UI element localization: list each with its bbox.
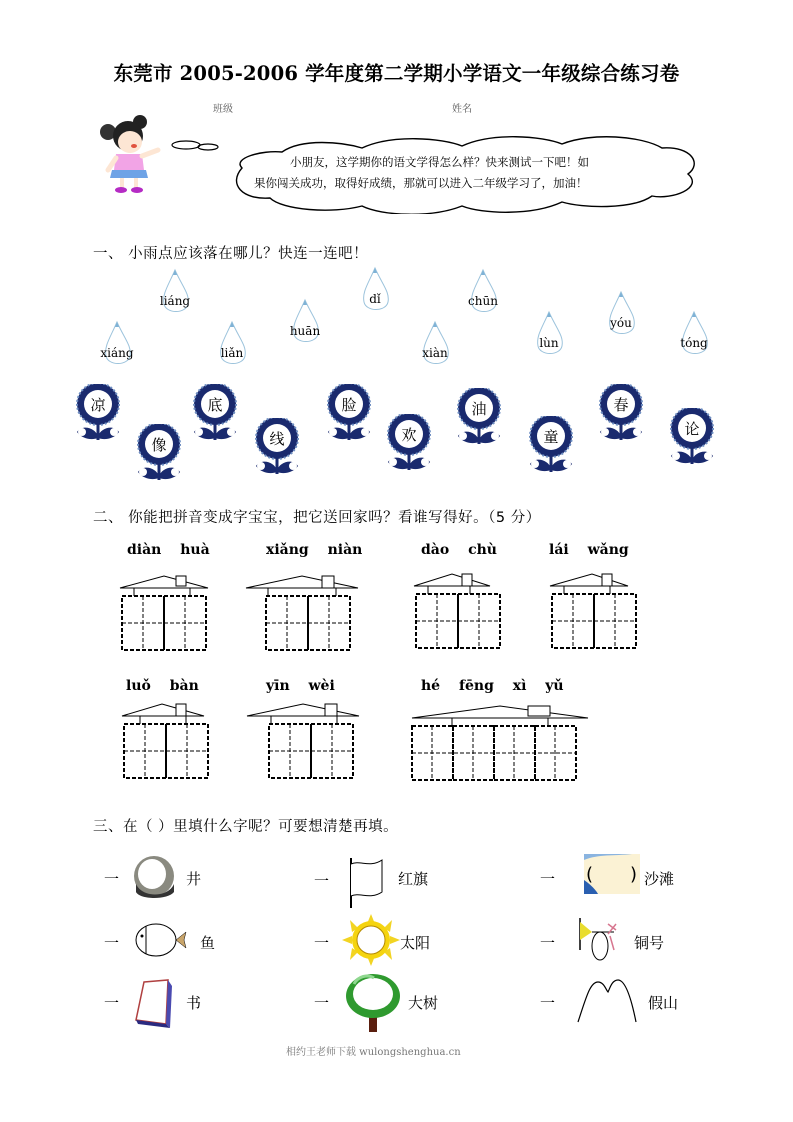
flower-char: 论 [684, 420, 700, 438]
sunflower[interactable] [526, 416, 576, 478]
item-word: 红旗 [398, 870, 429, 888]
raindrop-pinyin: chūn [468, 294, 498, 308]
beach-picture [584, 854, 640, 894]
raindrop[interactable] [466, 268, 500, 314]
cloud-tail [170, 136, 220, 156]
raindrop[interactable] [532, 310, 566, 356]
class-label: 班级 [213, 104, 233, 115]
word-pinyin: lái wǎng [549, 542, 629, 558]
raindrop[interactable] [604, 290, 638, 336]
writing-grid-house[interactable] [245, 702, 361, 784]
item-word: 书 [186, 994, 202, 1012]
flower-char: 脸 [341, 396, 357, 414]
sunflower[interactable] [190, 384, 240, 446]
footer-watermark: 相约王老师下载 wulongshenghua.cn [286, 1047, 461, 1058]
sunflower[interactable] [73, 384, 123, 446]
flag-picture [348, 856, 388, 908]
flower-char: 凉 [90, 396, 106, 414]
word-pinyin: hé fēng xì yǔ [421, 678, 564, 694]
raindrop-pinyin: dǐ [369, 292, 381, 306]
word-pinyin: xiǎng niàn [266, 542, 363, 558]
measure-word-blank[interactable]: 一 [314, 872, 330, 890]
item-word: 鱼 [200, 934, 216, 952]
measure-word-blank[interactable]: 一 [104, 870, 120, 888]
raindrop[interactable] [215, 320, 249, 366]
name-label: 姓名 [452, 104, 472, 115]
raindrop[interactable] [677, 310, 711, 356]
raindrop[interactable] [418, 320, 452, 366]
writing-grid-house[interactable] [548, 572, 640, 654]
intro-text [254, 152, 662, 194]
writing-grid-house[interactable] [412, 572, 504, 654]
sunflower[interactable] [324, 384, 374, 446]
measure-word-blank[interactable]: 一 [540, 870, 556, 888]
svg-text:(: ( [586, 864, 594, 885]
svg-text:): ) [630, 864, 638, 885]
writing-grid-house[interactable] [118, 572, 210, 654]
page-title: 东莞市 2005-2006 学年度第二学期小学语文一年级综合练习卷 [113, 62, 680, 85]
sunflower[interactable] [134, 424, 184, 486]
writing-grid-house[interactable] [410, 702, 590, 784]
item-word: 太阳 [400, 934, 431, 952]
sunflower[interactable] [384, 414, 434, 476]
raindrop-pinyin: tóng [680, 336, 708, 350]
raindrop-pinyin: lùn [539, 336, 559, 350]
intro-line-1: 小朋友，这学期你的语文学得怎么样？快来测试一下吧！如 [290, 155, 589, 169]
item-word: 假山 [648, 994, 679, 1012]
sunflower[interactable] [667, 408, 717, 470]
measure-word-blank[interactable]: 一 [104, 934, 120, 952]
raindrop-pinyin: yóu [610, 316, 632, 330]
rockery-picture [576, 978, 638, 1024]
flower-char: 线 [269, 430, 285, 448]
raindrop[interactable] [288, 298, 322, 344]
section3-heading: 三、在（ ）里填什么字呢？可要想清楚再填。 [93, 819, 399, 835]
well-picture [132, 856, 180, 898]
raindrop[interactable] [100, 320, 134, 366]
sun-picture [340, 914, 402, 966]
sunflower[interactable] [454, 388, 504, 450]
intro-line-2: 果你闯关成功，取得好成绩，那就可以进入二年级学习了，加油！ [254, 176, 588, 190]
raindrop-pinyin: xiàn [422, 346, 448, 360]
book-picture [134, 978, 174, 1028]
raindrop[interactable] [158, 268, 192, 314]
word-pinyin: luǒ bàn [126, 678, 199, 694]
flower-char: 童 [543, 428, 559, 446]
raindrop-pinyin: huān [289, 324, 321, 338]
flower-char: 春 [613, 396, 629, 414]
flower-char: 像 [151, 436, 167, 454]
item-word: 大树 [408, 994, 439, 1012]
sunflower[interactable] [252, 418, 302, 480]
writing-grid-house[interactable] [244, 572, 360, 654]
word-pinyin: yīn wèi [266, 678, 335, 694]
section2-heading: 二、 你能把拼音变成字宝宝，把它送回家吗？看谁写得好。（5 分） [93, 510, 541, 526]
word-pinyin: diàn huà [127, 542, 210, 558]
fish-picture [132, 920, 190, 962]
item-word: 铜号 [634, 934, 665, 952]
raindrop[interactable] [358, 266, 392, 312]
measure-word-blank[interactable]: 一 [104, 994, 120, 1012]
raindrop-pinyin: liǎn [220, 346, 244, 360]
measure-word-blank[interactable]: 一 [540, 994, 556, 1012]
section1-heading: 一、 小雨点应该落在哪儿？快连一连吧！ [93, 246, 369, 262]
flower-char: 油 [471, 400, 487, 418]
word-pinyin: dào chù [421, 542, 497, 558]
raindrop-pinyin: xiáng [100, 346, 134, 360]
writing-grid-house[interactable] [120, 702, 212, 784]
flower-char: 底 [207, 396, 223, 414]
item-word: 井 [186, 870, 202, 888]
raindrop-pinyin: liáng [159, 294, 191, 308]
flower-char: 欢 [401, 426, 417, 444]
sunflower[interactable] [596, 384, 646, 446]
measure-word-blank[interactable]: 一 [540, 934, 556, 952]
girl-illustration [96, 110, 164, 196]
trumpet-picture [578, 916, 622, 962]
item-word: 沙滩 [644, 870, 675, 888]
tree-picture [344, 972, 402, 1034]
measure-word-blank[interactable]: 一 [314, 934, 330, 952]
measure-word-blank[interactable]: 一 [314, 994, 330, 1012]
